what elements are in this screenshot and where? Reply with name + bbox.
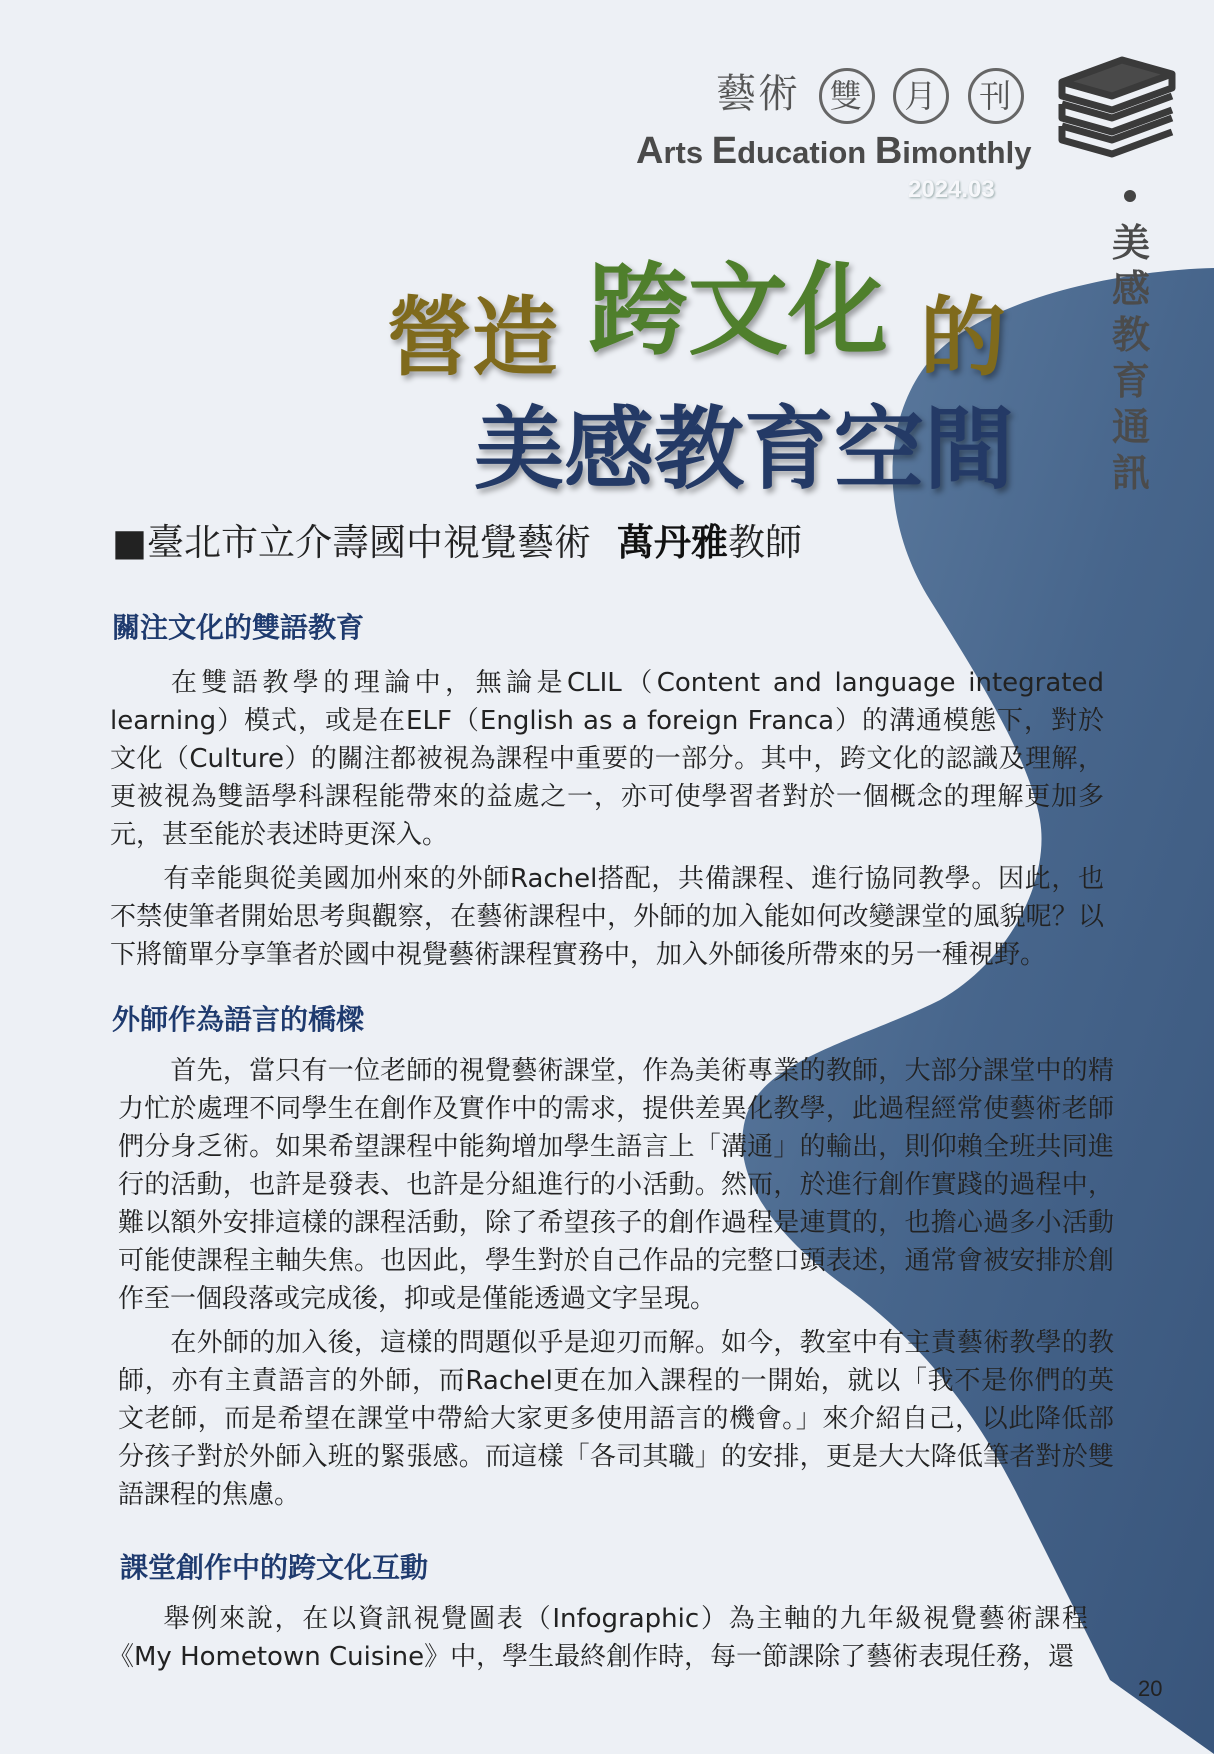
masthead-circle-2: 月 [893, 68, 949, 124]
side-title-dot [1124, 190, 1136, 202]
masthead-word-3: imonthly [902, 135, 1032, 170]
section-heading: 外師作為語言的橋樑 [112, 1003, 365, 1036]
paragraph: 在雙語教學的理論中，無論是CLIL（Content and language integrated learning）模式，或是在ELF（English as a foreign Franca）的溝通模態下，對於文化（Culture）的關注都被視為課程中重要的一部分。其中，跨文化的認識及理解，更被視為雙語學科課程能帶來的益處之一，亦可使學習者對於一個概念的理解更加多元，甚至能於表述時更深入。 [110, 668, 1104, 850]
author-affiliation: ■臺北市立介壽國中視覺藝術 [112, 521, 591, 564]
side-title: 美感教育通訊 [1111, 221, 1150, 495]
masthead-letter-a: A [636, 130, 664, 172]
title-part-1: 營造 [386, 288, 558, 388]
author-name: 萬丹雅 [616, 521, 728, 564]
masthead-letter-e: E [711, 130, 738, 172]
paragraph: 有幸能與從美國加州來的外師Rachel搭配，共備課程、進行協同教學。因此，也不禁使筆者開始思考與觀察，在藝術課程中，外師的加入能如何改變課堂的風貌呢？以下將簡單分享筆者於國中視覺藝術課程實務中，加入外師後所帶來的另一種視野。 [110, 864, 1104, 970]
author-title: 教師 [727, 521, 802, 564]
paragraph: 首先，當只有一位老師的視覺藝術課堂，作為美術專業的教師，大部分課堂中的精力忙於處理不同學生在創作及實作中的需求，提供差異化教學，此過程經常使藝術老師們分身乏術。如果希望課程中能夠增加學生語言上「溝通」的輸出，則仰賴全班共同進行的活動，也許是發表、也許是分組進行的小活動。然而，於進行創作實踐的過程中，難以額外安排這樣的課程活動，除了希望孩子的創作過程是連貫的，也擔心過多小活動可能使課程主軸失焦。也因此，學生對於自己作品的完整口頭表述，通常會被安排於創作至一個段落或完成後，抑或是僅能透過文字呈現。 [118, 1056, 1114, 1314]
masthead-word-2: ducation [737, 135, 875, 170]
masthead-circle-3: 刊 [968, 68, 1024, 124]
issue-date: 2024.03 [908, 176, 995, 203]
author-line [112, 512, 802, 566]
paragraph: 舉例來說，在以資訊視覺圖表（Infographic）為主軸的九年級視覺藝術課程《My Hometown Cuisine》中，學生最終創作時，每一節課除了藝術表現任務，還 [108, 1604, 1088, 1672]
masthead-letter-b: B [874, 130, 903, 172]
masthead-english [636, 130, 1031, 173]
title-part-2: 跨文化 [588, 252, 888, 369]
books-icon [1052, 52, 1178, 160]
section-heading: 課堂創作中的跨文化互動 [120, 1551, 429, 1584]
masthead-word-1: rts [663, 135, 712, 170]
title-part-3: 的 [920, 288, 1006, 388]
paragraph: 在外師的加入後，這樣的問題似乎是迎刃而解。如今，教室中有主責藝術教學的教師，亦有主責語言的外師，而Rachel更在加入課程的一開始，就以「我不是你們的英文老師，而是希望在課堂中帶給大家更多使用語言的機會。」來介紹自己，以此降低部分孩子對於外師入班的緊張感。而這樣「各司其職」的安排，更是大大降低筆者對於雙語課程的焦慮。 [118, 1328, 1114, 1510]
title-line-2: 美感教育空間 [474, 397, 1014, 502]
masthead-prefix: 藝術 [716, 71, 800, 117]
page-number: 20 [1138, 1676, 1163, 1701]
section-heading: 關注文化的雙語教育 [112, 611, 365, 644]
masthead-circle-1: 雙 [819, 68, 875, 124]
masthead-chinese [716, 62, 1024, 124]
